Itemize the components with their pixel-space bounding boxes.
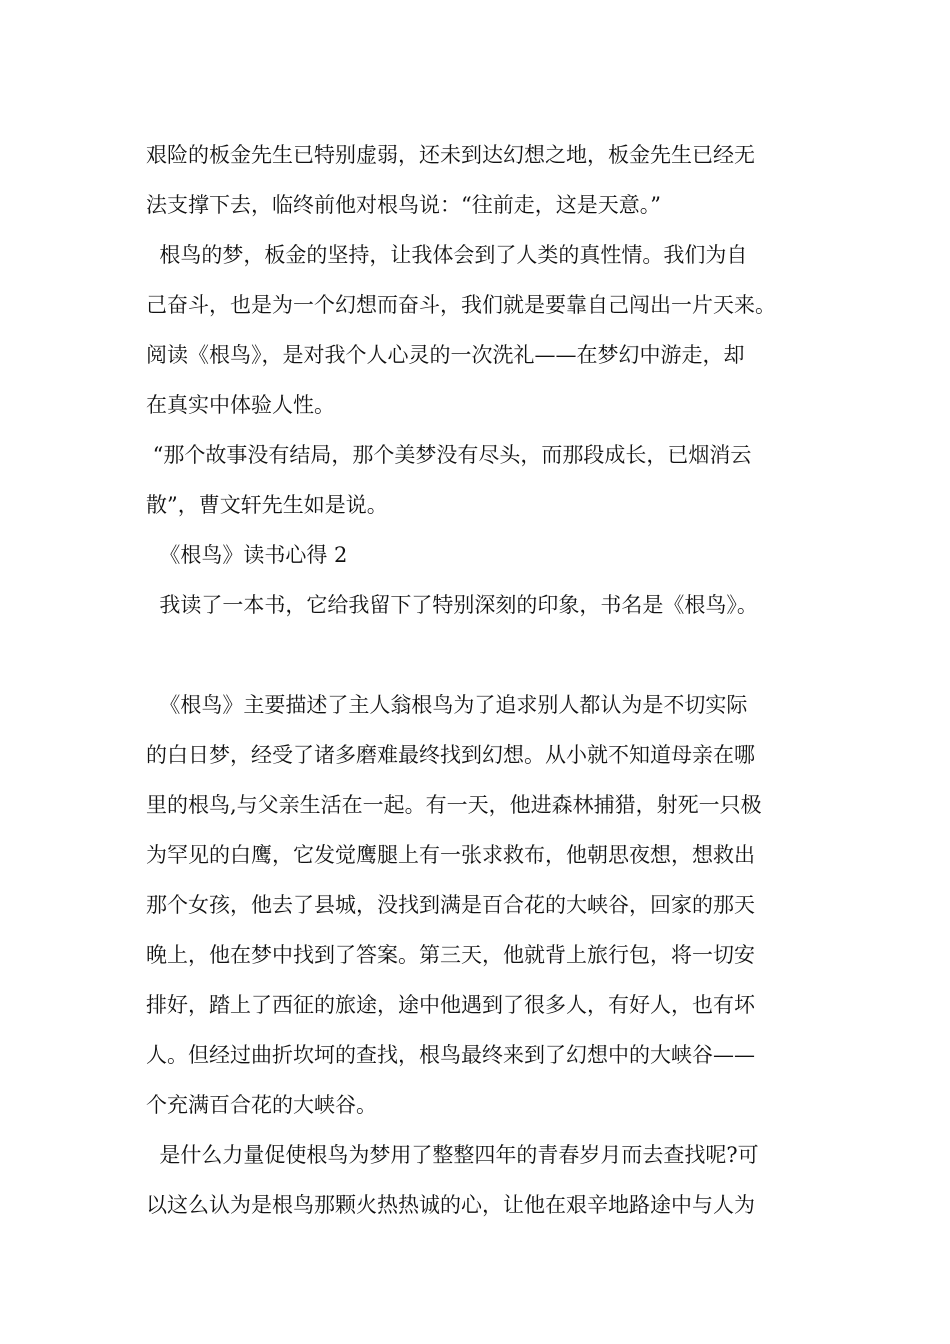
text-line: 阅读《根鸟》，是对我个人心灵的一次洗礼——在梦幻中游走，却	[146, 343, 745, 367]
text-line: 人。但经过曲折坎坷的查找，根鸟最终来到了幻想中的大峡谷——	[146, 1043, 755, 1067]
text-line: 以这么认为是根鸟那颗火热热诚的心，让他在艰辛地路途中与人为	[146, 1193, 755, 1217]
blank-line	[146, 630, 808, 680]
text-line: 艰险的板金先生已特别虚弱，还未到达幻想之地，板金先生已经无	[146, 143, 755, 167]
text-line: 是什么力量促使根鸟为梦用了整整四年的青春岁月而去查找呢?可	[146, 1143, 759, 1167]
text-line: 晚上，他在梦中找到了答案。第三天，他就背上旅行包，将一切安	[146, 943, 755, 967]
text-line: 里的根鸟,与父亲生活在一起。有一天，他进森林捕猎，射死一只极	[146, 793, 762, 817]
text-line: 法支撑下去，临终前他对根鸟说：“往前走，这是天意。”	[146, 193, 661, 217]
text-line: 散”，曹文轩先生如是说。	[146, 493, 388, 517]
text-line: “那个故事没有结局，那个美梦没有尽头，而那段成长，已烟消云	[146, 443, 752, 467]
text-line: 那个女孩，他去了县城，没找到满是百合花的大峡谷，回家的那天	[146, 893, 755, 917]
text-line: 个充满百合花的大峡谷。	[146, 1093, 377, 1117]
text-line: 《根鸟》主要描述了主人翁根鸟为了追求别人都认为是不切实际	[146, 693, 748, 717]
document-body	[146, 130, 808, 1230]
text-line: 的白日梦，经受了诸多磨难最终找到幻想。从小就不知道母亲在哪	[146, 743, 755, 767]
text-line: 排好，踏上了西征的旅途，途中他遇到了很多人，有好人，也有坏	[146, 993, 755, 1017]
text-line: 我读了一本书，它给我留下了特别深刻的印象，书名是《根鸟》。	[146, 593, 758, 617]
section-heading: 《根鸟》读书心得 2	[146, 543, 348, 567]
text-line: 为罕见的白鹰，它发觉鹰腿上有一张求救布，他朝思夜想，想救出	[146, 843, 755, 867]
text-line: 己奋斗，也是为一个幻想而奋斗，我们就是要靠自己闯出一片天来。	[146, 293, 776, 317]
text-line: 在真实中体验人性。	[146, 393, 335, 417]
text-line: 根鸟的梦，板金的坚持，让我体会到了人类的真性情。我们为自	[146, 243, 748, 267]
